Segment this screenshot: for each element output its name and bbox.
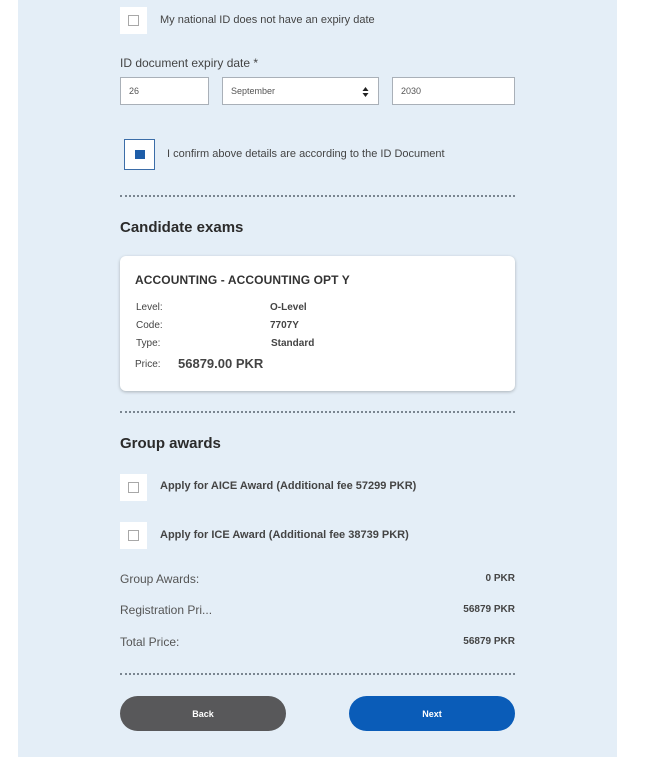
- total-price-key: Total Price:: [120, 635, 180, 649]
- no-expiry-label: My national ID does not have an expiry date: [160, 14, 375, 26]
- total-price-value: 56879 PKR: [463, 636, 515, 647]
- code-key: Code:: [136, 320, 163, 331]
- section-divider: [120, 673, 515, 675]
- expiry-day-value: 26: [129, 86, 140, 96]
- checkbox-checked-mark: [135, 150, 145, 159]
- price-key: Price:: [135, 359, 161, 370]
- price-value: 56879.00 PKR: [178, 356, 264, 371]
- section-divider: [120, 195, 515, 197]
- type-value: Standard: [271, 338, 315, 349]
- expiry-date-label: ID document expiry date *: [120, 56, 259, 70]
- expiry-day-input[interactable]: [120, 77, 209, 105]
- checkbox-box: [128, 15, 139, 26]
- next-button[interactable]: Next: [349, 696, 515, 731]
- ice-award-checkbox[interactable]: [120, 522, 147, 549]
- level-key: Level:: [136, 302, 163, 313]
- group-awards-heading: Group awards: [120, 435, 221, 452]
- exam-title: ACCOUNTING - ACCOUNTING OPT Y: [135, 273, 350, 287]
- code-value: 7707Y: [270, 320, 299, 331]
- chevron-up-down-icon: [362, 85, 369, 99]
- expiry-month-value: September: [231, 86, 276, 96]
- expiry-year-input[interactable]: [392, 77, 515, 105]
- expiry-month-select[interactable]: [222, 77, 379, 105]
- aice-award-checkbox[interactable]: [120, 474, 147, 501]
- registration-price-value: 56879 PKR: [463, 604, 515, 615]
- ice-award-label: Apply for ICE Award (Additional fee 38739 PKR): [160, 529, 409, 541]
- exam-card: [120, 256, 515, 391]
- candidate-exams-heading: Candidate exams: [120, 219, 244, 236]
- level-value: O-Level: [270, 302, 307, 313]
- section-divider: [120, 411, 515, 413]
- confirm-details-label: I confirm above details are according to the ID Document: [167, 148, 445, 160]
- type-key: Type:: [136, 338, 161, 349]
- no-expiry-checkbox[interactable]: [120, 7, 147, 34]
- registration-price-key: Registration Pri...: [120, 603, 213, 617]
- group-awards-total-key: Group Awards:: [120, 572, 200, 586]
- aice-award-label: Apply for AICE Award (Additional fee 57299 PKR): [160, 480, 417, 492]
- back-button[interactable]: Back: [120, 696, 286, 731]
- checkbox-box: [128, 530, 139, 541]
- group-awards-total-value: 0 PKR: [485, 573, 515, 584]
- confirm-details-checkbox[interactable]: [124, 139, 155, 170]
- expiry-year-value: 2030: [401, 86, 422, 96]
- checkbox-box: [128, 482, 139, 493]
